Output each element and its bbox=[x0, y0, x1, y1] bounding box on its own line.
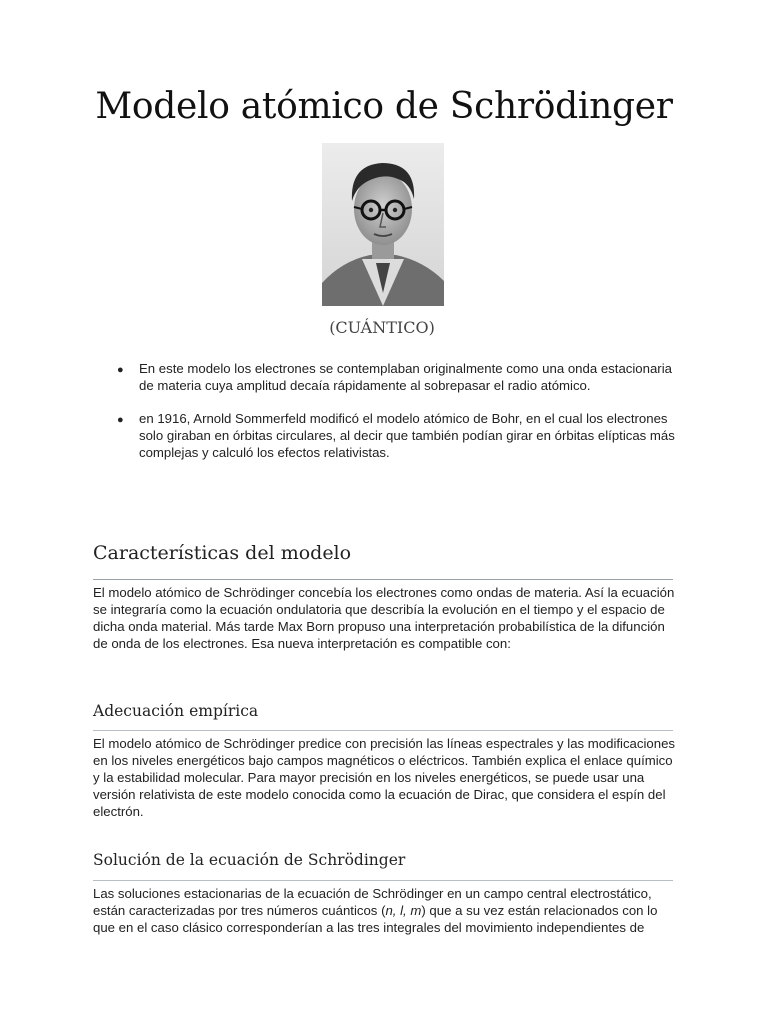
page-subtitle: (CUÁNTICO) bbox=[329, 318, 435, 337]
list-item bbox=[114, 360, 684, 394]
bullet-icon: ● bbox=[117, 414, 124, 426]
page-title: Modelo atómico de Schrödinger bbox=[95, 86, 673, 127]
section-heading-caracteristicas: Características del modelo bbox=[93, 542, 352, 564]
portrait-photo-icon bbox=[322, 143, 444, 306]
section-divider bbox=[93, 579, 673, 580]
bullet-text: En este modelo los electrones se contemplaban originalmente como una onda estacionaria de materia cuya amplitud decaía rápidamente al sobrepasar el radio atómico. bbox=[139, 361, 672, 393]
bullet-icon: ● bbox=[117, 364, 124, 376]
section-heading-adecuacion: Adecuación empírica bbox=[93, 702, 259, 720]
section-heading-solucion: Solución de la ecuación de Schrödinger bbox=[93, 851, 406, 869]
list-item bbox=[114, 410, 684, 461]
bullet-text: en 1916, Arnold Sommerfeld modificó el modelo atómico de Bohr, en el cual los electrones solo giraban en órbitas circulares, al decir que también podían girar en órbitas elípticas más complejas y calculó los efectos relativistas. bbox=[139, 411, 675, 460]
solucion-text-before: Las soluciones estacionarias de la ecuación de Schrödinger en un campo central electrostático, están caracterizadas por tres números cuánticos ( bbox=[93, 886, 652, 918]
section-divider bbox=[93, 730, 673, 731]
solucion-text-after: ) que a su vez están relacionados con lo que en el caso clásico corresponderían a las tres integrales del movimiento independientes de bbox=[93, 903, 658, 935]
section-divider bbox=[93, 880, 673, 881]
section-body-solucion bbox=[93, 885, 678, 936]
quantum-numbers: n, l, m bbox=[385, 903, 422, 918]
bullet-list bbox=[114, 360, 684, 461]
section-body-adecuacion: El modelo atómico de Schrödinger predice con precisión las líneas espectrales y las modificaciones en los niveles energéticos bajo campos magnéticos o eléctricos. También explica el enlace químico y la estabilidad molecular. Para mayor precisión en los niveles energéticos, se puede usar una versión relativista de este modelo conocida como la ecuación de Dirac, que considera el espín del electrón. bbox=[93, 736, 676, 819]
portrait-image bbox=[322, 143, 444, 306]
section-body-caracteristicas: El modelo atómico de Schrödinger concebía los electrones como ondas de materia. Así la ecuación se integraría como la ecuación ondulatoria que describía la evolución en el tiempo y el espacio de dicha onda material. Más tarde Max Born propuso una interpretación probabilística de la difunción de onda de los electrones. Esa nueva interpretación es compatible con: bbox=[93, 585, 675, 651]
